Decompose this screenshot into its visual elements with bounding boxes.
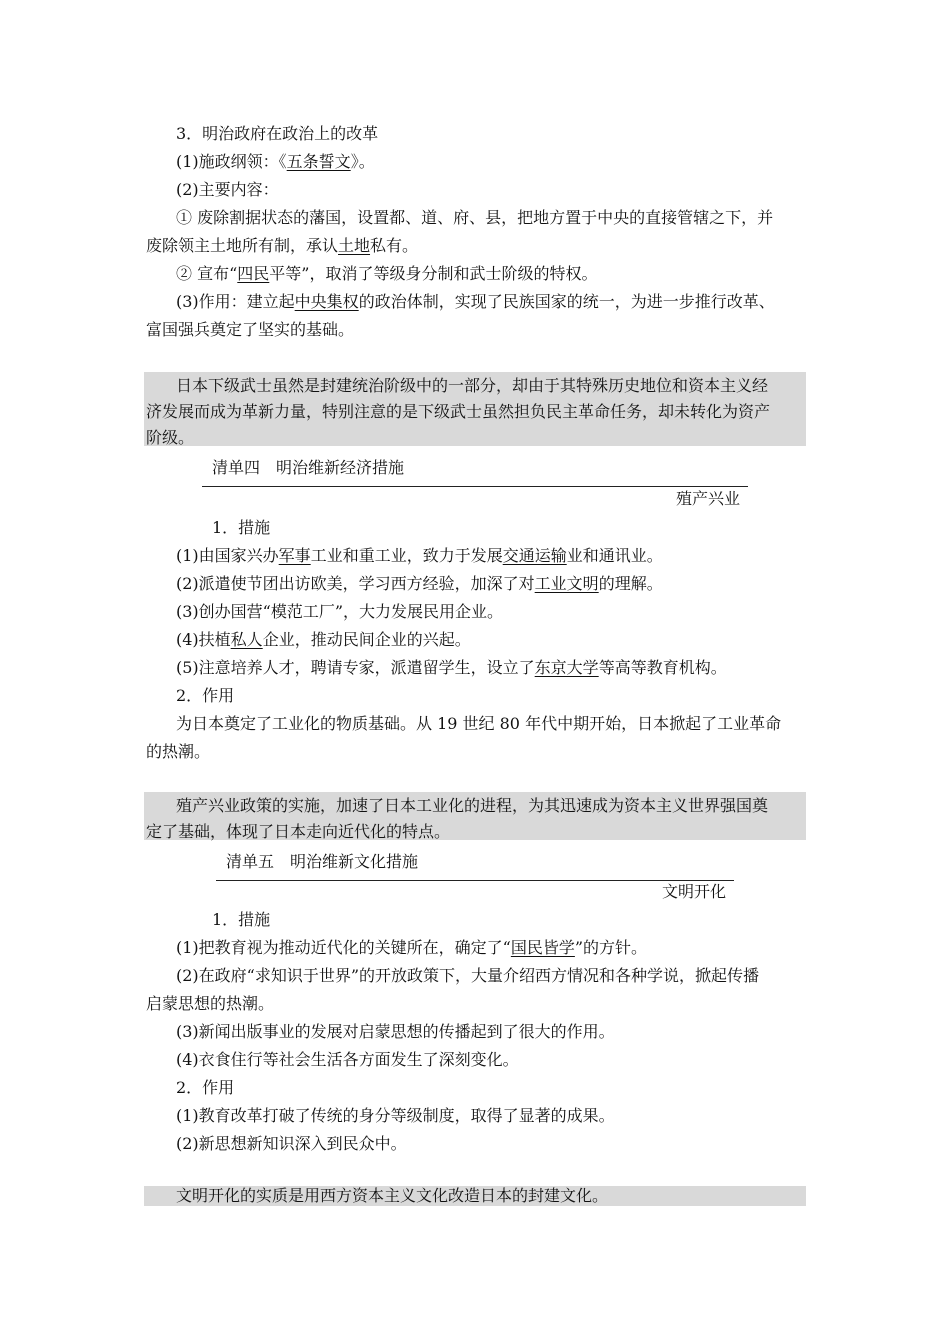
answer-blank: 国民皆学: [510, 938, 575, 957]
answer-blank: 军事: [278, 546, 311, 565]
subheading: 2．作用: [176, 1078, 235, 1097]
paragraph-line: 富国强兵奠定了坚实的基础。: [146, 320, 355, 339]
answer-blank: 工业文明: [534, 574, 599, 593]
list-item: (3)创办国营“模范工厂”，大力发展民用企业。: [176, 602, 504, 621]
paragraph-line: 废除领主土地所有制，承认土地私有。: [146, 236, 419, 255]
paragraph-line: ② 宣布“四民平等”，取消了等级身分制和武士阶级的特权。: [176, 264, 598, 283]
list-item: (4)衣食住行等社会生活各方面发生了深刻变化。: [176, 1050, 519, 1069]
answer-blank: 中央集权: [294, 292, 359, 311]
list-subtitle: 殖产兴业: [676, 489, 741, 508]
subheading: 1．措施: [212, 910, 271, 929]
subheading: 1．措施: [212, 518, 271, 537]
subheading: 2．作用: [176, 686, 235, 705]
list-item: (2)派遣使节团出访欧美，学习西方经验，加深了对工业文明的理解。: [176, 574, 663, 593]
list-title: 清单四 明治维新经济措施: [212, 458, 405, 477]
section-heading: 3．明治政府在政治上的改革: [176, 124, 379, 143]
title-rule: [202, 486, 748, 487]
note-line: 阶级。: [146, 428, 195, 447]
note-line: 殖产兴业政策的实施，加速了日本工业化的进程，为其迅速成为资本主义世界强国奠: [176, 796, 769, 815]
list-item: (2)在政府“求知识于世界”的开放政策下，大量介绍西方情况和各种学说，掀起传播: [176, 966, 760, 985]
list-item: (5)注意培养人才，聘请专家，派遣留学生，设立了东京大学等高等教育机构。: [176, 658, 727, 677]
answer-blank: 土地: [338, 236, 371, 255]
paragraph-line: (3)作用：建立起中央集权的政治体制，实现了民族国家的统一，为进一步推行改革、: [176, 292, 775, 311]
list-item: (4)扶植私人企业，推动民间企业的兴起。: [176, 630, 471, 649]
note-line: 定了基础，体现了日本走向近代化的特点。: [146, 822, 451, 841]
paragraph-line: 的热潮。: [146, 742, 211, 761]
list-item: (3)新闻出版事业的发展对启蒙思想的传播起到了很大的作用。: [176, 1022, 615, 1041]
list-item: 启蒙思想的热潮。: [146, 994, 275, 1013]
answer-blank: 私人: [230, 630, 263, 649]
answer-blank: 东京大学: [534, 658, 599, 677]
note-line: 济发展而成为革新力量，特别注意的是下级武士虽然担负民主革命任务，却未转化为资产: [146, 402, 771, 421]
paragraph-line: 为日本奠定了工业化的物质基础。从 19 世纪 80 年代中期开始，日本掀起了工业革命: [176, 714, 782, 733]
note-line: 日本下级武士虽然是封建统治阶级中的一部分，却由于其特殊历史地位和资本主义经: [176, 376, 769, 395]
answer-blank: 交通运输: [502, 546, 567, 565]
title-rule: [216, 880, 734, 881]
list-item: (2)主要内容：: [176, 180, 279, 199]
list-subtitle: 文明开化: [662, 882, 727, 901]
list-item: (1)由国家兴办军事工业和重工业，致力于发展交通运输业和通讯业。: [176, 546, 663, 565]
answer-blank: 五条誓文: [286, 152, 351, 171]
note-line: 文明开化的实质是用西方资本主义文化改造日本的封建文化。: [176, 1186, 609, 1205]
answer-blank: 四民: [237, 264, 270, 283]
list-item: (1)把教育视为推动近代化的关键所在，确定了“国民皆学”的方针。: [176, 938, 648, 957]
paragraph-line: ① 废除割据状态的藩国，设置都、道、府、县，把地方置于中央的直接管辖之下，并: [176, 208, 774, 227]
list-item: (1)施政纲领：《五条誓文》。: [176, 152, 375, 171]
list-item: (1)教育改革打破了传统的身分等级制度，取得了显著的成果。: [176, 1106, 615, 1125]
list-item: (2)新思想新知识深入到民众中。: [176, 1134, 407, 1153]
list-title: 清单五 明治维新文化措施: [226, 852, 419, 871]
